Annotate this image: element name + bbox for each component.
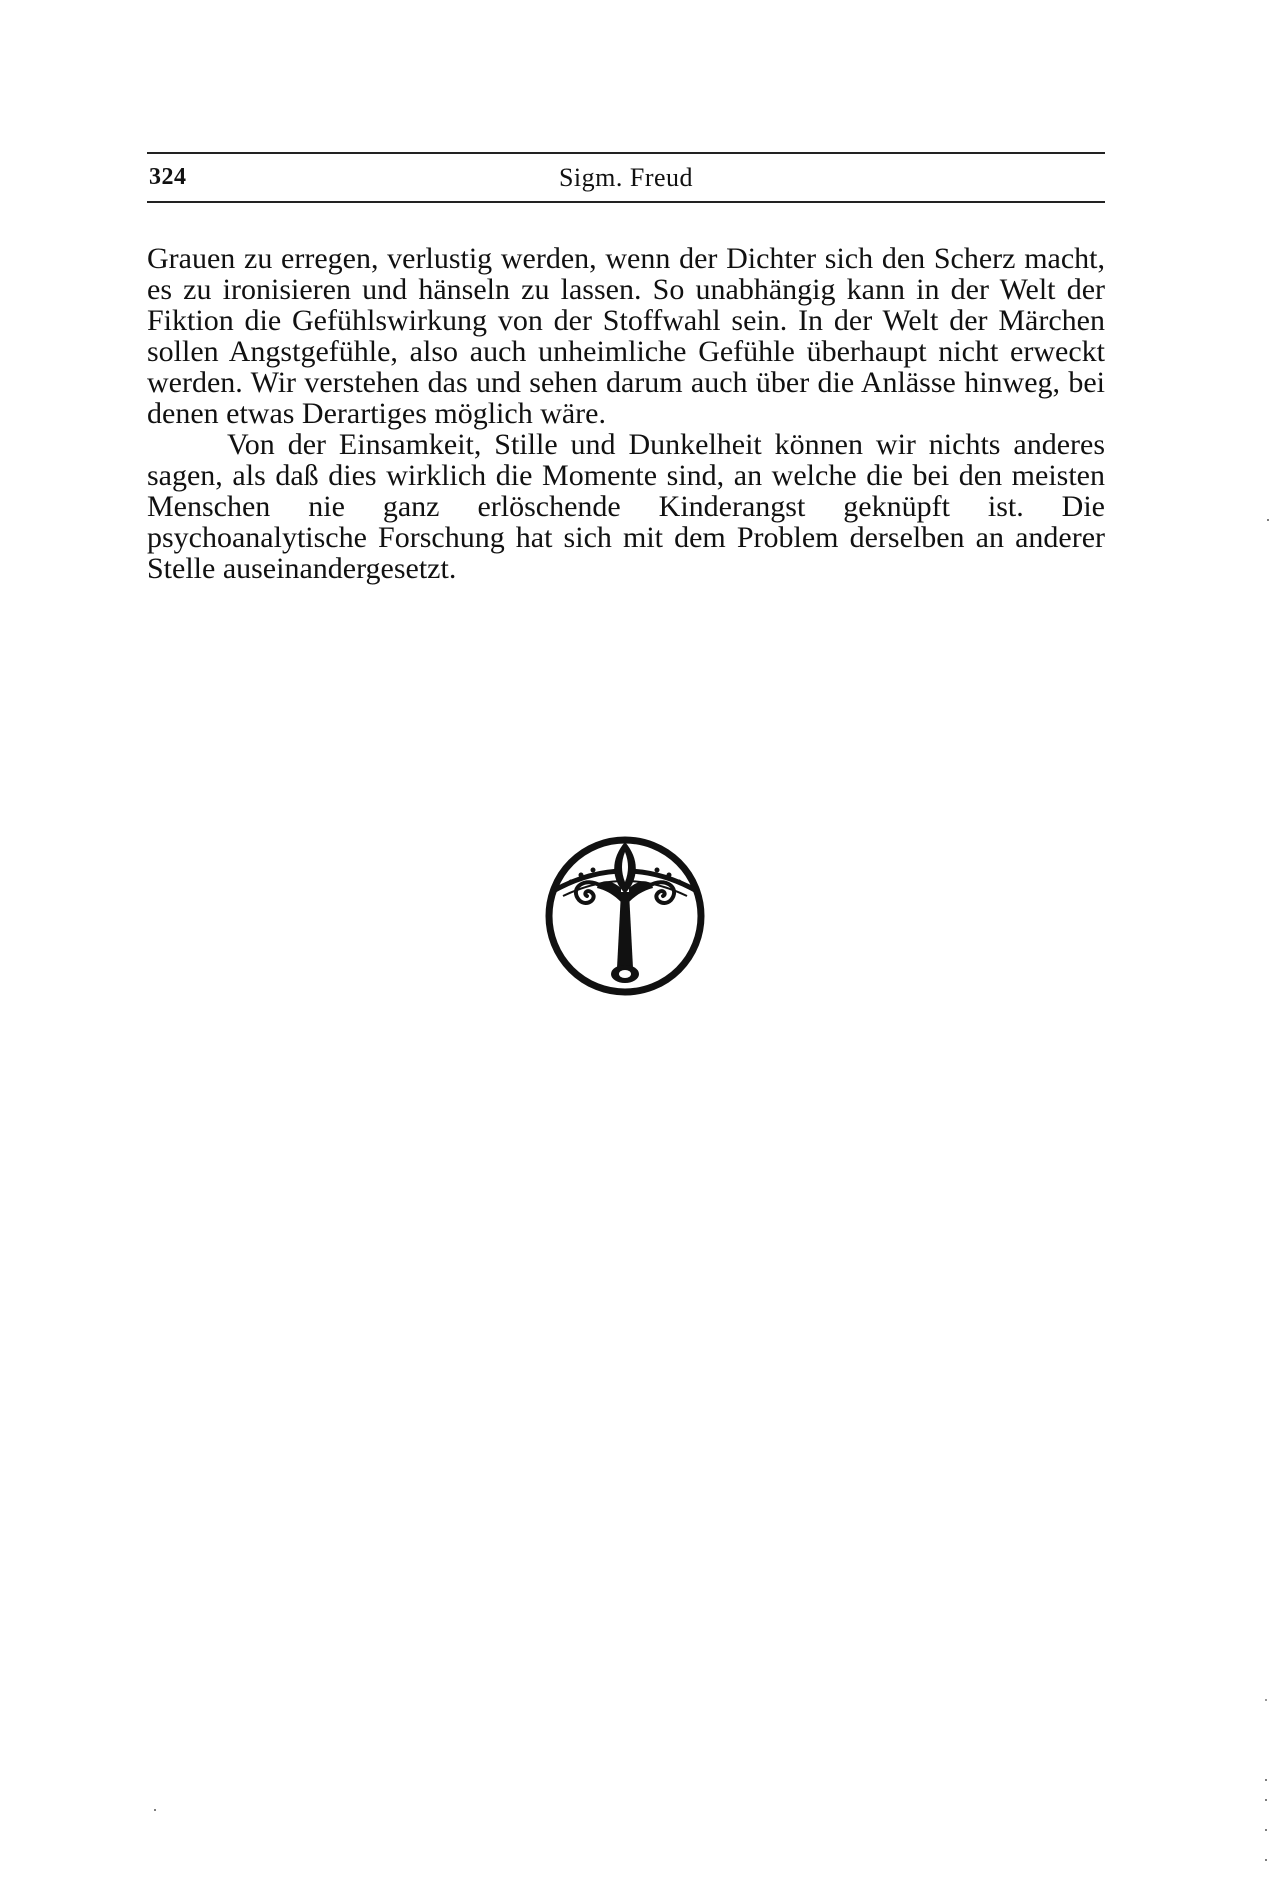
- running-title: Sigm. Freud: [558, 163, 694, 192]
- page-header: [147, 152, 1105, 204]
- paragraph-second: Von der Einsamkeit, Stille und Dunkelheit können wir nichts anderes sagen, als daß dies wirklich die Momente sind, an welche die bei den meisten Menschen nie ganz erlöschende Kinderangst geknüpft ist. Die psychoanalytische Forschung hat sich mit dem Problem derselben an anderer Stelle auseinandergesetzt.: [147, 428, 1105, 585]
- header-top-rule: [147, 152, 1105, 154]
- paragraph-continuation: Grauen zu erregen, verlustig werden, wenn der Dichter sich den Scherz macht, es zu ironisieren und hänseln zu lassen. So unabhängig kann in der Welt der Fiktion die Gefühlswirkung von der Stoffwahl sein. In der Welt der Märchen sollen Angstgefühle, also auch unheimliche Gefühle überhaupt nicht erweckt werden. Wir verstehen das und sehen darum auch über die Anlässe hinweg, bei denen etwas Derartiges möglich wäre.: [147, 242, 1105, 430]
- header-bottom-rule: [147, 201, 1105, 203]
- circular-lotus-vignette-icon: [541, 832, 709, 1000]
- page-number: 324: [149, 164, 187, 190]
- body-text: [147, 243, 1105, 584]
